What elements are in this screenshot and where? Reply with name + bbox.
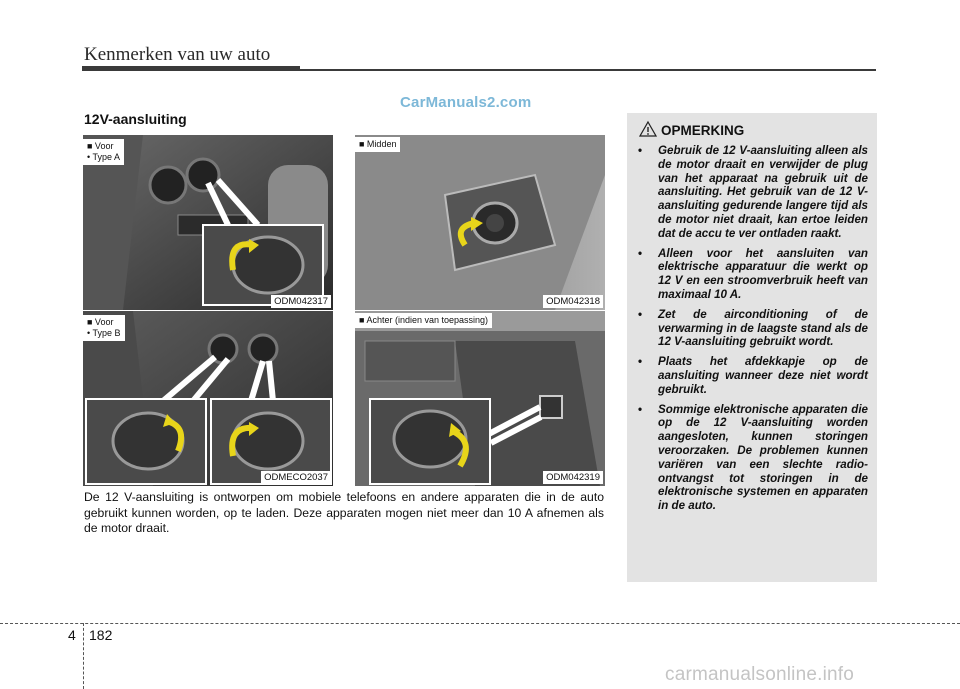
note-title: OPMERKING — [661, 123, 745, 138]
note-item: • Sommige elektronische apparaten die op de 12 V-aansluiting worden aangesloten, kunnen storingen veroorzaken. De problemen kunnen variëren van een slechte radio-ontvangst tot storingen in de elektronische systemen en apparaten in de auto. — [634, 403, 868, 513]
rear-illustration — [355, 311, 605, 486]
note-item: • Gebruik de 12 V-aansluiting alleen als de motor draait en verwijder de plug van het apparaat na gebruik uit de aansluiting. Het gebruik van de 12 V-aansluiting gedurende langere tijd als de motor niet draait, kan ertoe leiden dat de accu te ver ontladen raakt. — [634, 144, 868, 241]
photo-front-type-a — [83, 135, 333, 310]
image-code-front-b: ODMECO2037 — [261, 471, 331, 484]
photo-front-type-b — [83, 311, 333, 486]
watermark-top[interactable]: CarManuals2.com — [400, 94, 532, 111]
note-item: • Zet de airconditioning of de verwarming in de laagste stand als de 12 V-aansluiting gebruikt wordt. — [634, 308, 868, 349]
header-rule — [300, 69, 876, 71]
photo-label-middle: ■ Midden — [355, 137, 400, 152]
chapter-number: 4 — [68, 627, 76, 643]
note-item: • Alleen voor het aansluiten van elektrische apparatuur die werkt op 12 V en een stroomverbruik heeft van maximaal 10 A. — [634, 247, 868, 302]
image-code-middle: ODM042318 — [543, 295, 603, 308]
section-title: 12V-aansluiting — [84, 111, 187, 127]
image-code-rear: ODM042319 — [543, 471, 603, 484]
body-paragraph: De 12 V-aansluiting is ontworpen om mobiele telefoons en andere apparaten die in de auto gebruikt kunnen worden, op te laden. Deze apparaten mogen niet meer dan 10 A afnemen als de motor draait. — [84, 490, 604, 536]
photo-middle — [355, 135, 605, 310]
header-bar — [82, 66, 300, 71]
footer-vertical-divider — [83, 623, 84, 689]
page-number: 182 — [89, 627, 113, 643]
note-item: • Plaats het afdekkapje op de aansluiting wanneer deze niet wordt gebruikt. — [634, 355, 868, 396]
photo-label-front-a: ■ Voor • Type A — [83, 139, 124, 165]
page-header-title: Kenmerken van uw auto — [84, 44, 271, 65]
note-list — [634, 144, 868, 519]
photo-rear — [355, 311, 605, 486]
image-code-front-a: ODM042317 — [271, 295, 331, 308]
photo-label-front-b: ■ Voor • Type B — [83, 315, 125, 341]
warning-triangle-icon — [639, 120, 657, 138]
watermark-bottom[interactable]: carmanualsonline.info — [665, 664, 855, 685]
footer-divider — [0, 623, 960, 624]
middle-illustration — [355, 135, 605, 310]
photo-label-rear: ■ Achter (indien van toepassing) — [355, 313, 492, 328]
